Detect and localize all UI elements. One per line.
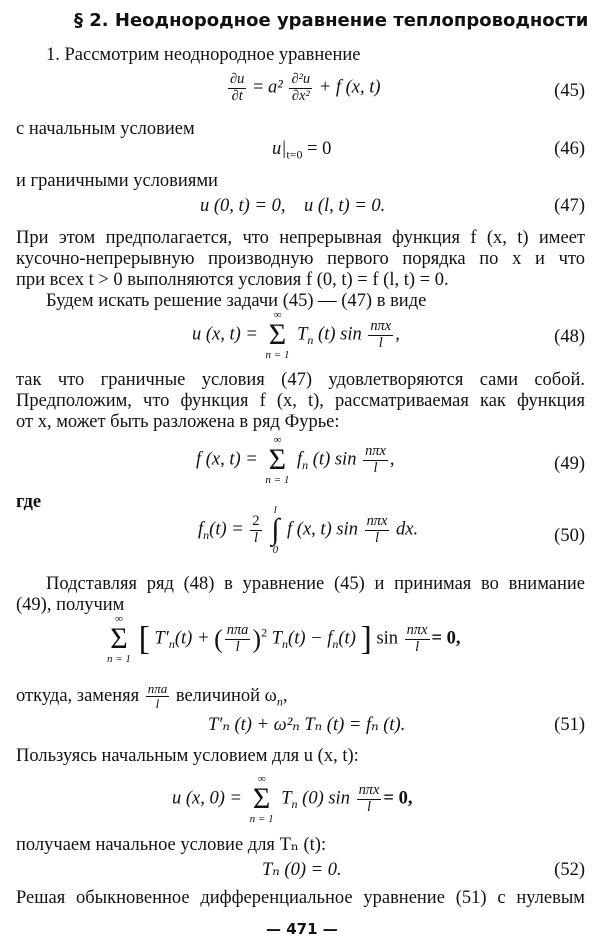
paragraph-8: получаем начальное условие для Tₙ (t): — [16, 835, 327, 855]
equation-46 — [272, 139, 332, 162]
series-paren-num: nπa — [226, 621, 249, 638]
equation-initial-expansion — [172, 774, 412, 825]
sum-upper-limit: ∞ — [115, 613, 123, 625]
initial-condition-label: с начальным условием — [16, 119, 195, 139]
p6-frac-num: nπa — [147, 681, 168, 696]
eqinit-end: = 0, — [383, 788, 413, 809]
series-end: = 0, — [431, 628, 461, 649]
equation-49 — [196, 435, 395, 486]
eq50-coef-den: l — [253, 529, 258, 546]
equation-50 — [198, 505, 418, 556]
eq45-lhs-den: ∂t — [231, 87, 243, 104]
eq50-frac-num: nπx — [366, 512, 388, 529]
equation-number-47: (47) — [554, 196, 585, 216]
eq45-tail: + f (x, t) — [318, 77, 381, 98]
equation-series-substituted: ∞ Σ n = 1 [ $T'_n(t)$ + ( $\frac{\text{nπa}}{l}$ )$^2$ $T_n(t) - f_n(t)$ ] sin $\frac{\text{nπx}}{l}$ = 0, — [107, 613, 461, 665]
eq50-coef-num: 2 — [252, 512, 260, 529]
eq46-expr: u| — [272, 139, 287, 159]
page-number: — 471 — — [266, 920, 338, 938]
series-sin: sin — [376, 628, 399, 649]
eq49-frac-den: l — [373, 459, 378, 476]
paragraph-4-line-3: от x, может быть разложена в ряд Фурье: — [16, 412, 340, 432]
sum-lower-limit: n = 1 — [265, 348, 290, 361]
series-square: 2 — [261, 625, 268, 640]
eq46-sub: t=0 — [286, 147, 303, 162]
equation-number-52: (52) — [554, 860, 585, 880]
equation-number-51: (51) — [554, 715, 585, 735]
paragraph-5-line-2: (49), получим — [16, 595, 125, 615]
eq48-frac-den: l — [378, 334, 383, 351]
eqinit-arg: (0) sin — [302, 788, 350, 809]
series-frac-den: l — [415, 638, 420, 655]
eqinit-lhs: u (x, 0) = — [172, 788, 243, 809]
series-t2: T — [271, 628, 283, 649]
sum-operator: ∞ Σ n = 1 — [265, 434, 290, 486]
integral-upper-limit: l — [273, 504, 277, 516]
eq48-arg: (t) sin — [318, 324, 362, 345]
eq50-lhs2: (t) = — [209, 519, 244, 540]
p6-frac-den: l — [155, 696, 160, 712]
equation-number-48: (48) — [554, 327, 585, 347]
equation-number-50: (50) — [554, 526, 585, 546]
eq50-sub: n — [203, 528, 210, 543]
sum-operator: ∞ Σ n = 1 — [249, 773, 274, 825]
p6-end: , — [282, 685, 288, 706]
paragraph-4-line-2: Предположим, что функция f (x, t), рассматриваемая как функция — [16, 391, 585, 411]
eq48-frac-num: nπx — [370, 317, 392, 334]
eq48-body: T — [297, 324, 308, 345]
series-sub2: n — [282, 637, 289, 652]
eq49-sub: n — [302, 458, 309, 473]
sum-lower-limit: n = 1 — [249, 812, 274, 825]
paragraph-6 — [16, 682, 287, 711]
equation-45 — [226, 72, 381, 105]
eq50-frac-den: l — [374, 529, 379, 546]
where-label: где — [16, 492, 42, 512]
series-paren-den: l — [235, 638, 240, 655]
eq46-rhs: = 0 — [307, 139, 332, 159]
equation-47: u (0, t) = 0, u (l, t) = 0. — [200, 196, 386, 216]
eq45-rhs-num: ∂²u — [291, 71, 311, 87]
series-a1: (t) + — [174, 628, 210, 649]
paragraph-2-line-3: при всех t > 0 выполняются условия f (0, t) = f (l, t) = 0. — [16, 270, 449, 290]
series-a3: (t) — [338, 628, 356, 649]
sum-operator: ∞ Σ n = 1 — [265, 309, 290, 361]
eq45-eq: = — [252, 77, 264, 98]
p6-after: величиной ω — [175, 685, 277, 706]
paragraph-3: Будем искать решение задачи (45) — (47) в виде — [46, 291, 427, 311]
sum-lower-limit: n = 1 — [265, 473, 290, 486]
equation-48 — [192, 310, 400, 361]
paragraph-4-line-1: так что граничные условия (47) удовлетворяются сами собой. — [16, 370, 585, 390]
series-f: f — [327, 628, 333, 649]
sum-upper-limit: ∞ — [257, 773, 266, 785]
sum-operator: ∞ Σ n = 1 — [107, 613, 131, 665]
paragraph-5-line-1: Подставляя ряд (48) в уравнение (45) и принимая во внимание — [46, 574, 585, 594]
paragraph-2-line-1: При этом предполагается, что непрерывная функция f (x, t) имеет — [16, 228, 585, 248]
boundary-conditions-label: и граничными условиями — [16, 171, 218, 191]
sum-upper-limit: ∞ — [273, 434, 282, 446]
eq50-body: f (x, t) sin — [287, 519, 358, 540]
equation-52: Tₙ (0) = 0. — [262, 860, 342, 880]
eq49-frac-num: nπx — [365, 442, 386, 459]
series-frac-num: nπx — [406, 621, 428, 638]
eq50-lhs: f — [198, 519, 204, 540]
eq49-arg: (t) sin — [312, 449, 357, 470]
eq48-sub: n — [307, 333, 314, 348]
sum-upper-limit: ∞ — [273, 309, 282, 321]
section-heading: § 2. Неоднородное уравнение теплопроводности — [74, 10, 589, 31]
eq45-lhs-num: ∂u — [230, 71, 245, 87]
eqinit-frac-den: l — [366, 798, 371, 815]
eq49-body: f — [296, 449, 303, 470]
eqinit-body: T — [281, 788, 292, 809]
series-a2: (t) − — [288, 628, 323, 649]
eq49-end: , — [389, 449, 395, 470]
series-t1: T′ — [154, 628, 169, 649]
paragraph-9: Решая обыкновенное дифференциальное уравнение (51) с нулевым — [16, 888, 585, 908]
equation-51: T′ₙ (t) + ω²ₙ Tₙ (t) = fₙ (t). — [208, 715, 406, 735]
equation-number-46: (46) — [554, 139, 585, 159]
equation-number-49: (49) — [554, 454, 585, 474]
sum-lower-limit: n = 1 — [107, 652, 131, 665]
paragraph-7: Пользуясь начальным условием для u (x, t): — [16, 746, 359, 766]
integral-operator: l ∫ 0 — [271, 504, 280, 556]
eq45-rhs-den: ∂x² — [291, 87, 310, 104]
eqinit-frac-num: nπx — [358, 781, 380, 798]
eq50-end: dx. — [396, 519, 419, 540]
series-sub1: n — [168, 637, 175, 652]
p6-before: откуда, заменяя — [16, 685, 140, 706]
series-sub3: n — [332, 637, 339, 652]
eq49-lhs: f (x, t) = — [196, 449, 258, 470]
eq48-end: , — [395, 324, 400, 345]
equation-number-45: (45) — [554, 81, 585, 101]
eqinit-sub: n — [291, 797, 298, 812]
paragraph-2-line-2: кусочно-непрерывную производную первого порядка по x и что — [16, 249, 585, 269]
p6-sub: n — [276, 694, 283, 709]
eq48-lhs: u (x, t) = — [192, 324, 258, 345]
paragraph-intro: 1. Рассмотрим неоднородное уравнение — [46, 45, 361, 65]
eq45-a2: a² — [268, 77, 283, 98]
integral-lower-limit: 0 — [272, 543, 279, 556]
